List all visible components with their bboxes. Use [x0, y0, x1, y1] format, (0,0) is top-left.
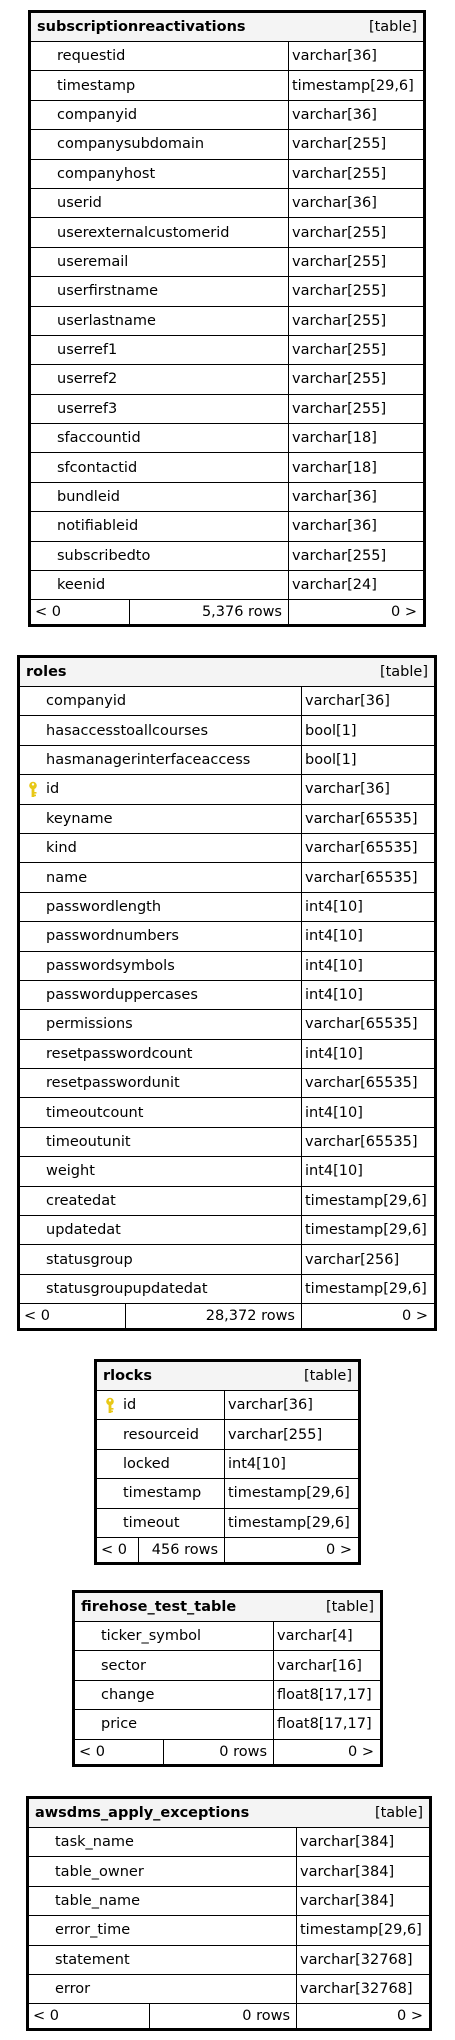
column-row[interactable]: [75, 1622, 380, 1651]
column-name: id: [123, 1397, 137, 1414]
column-row[interactable]: [29, 1916, 429, 1945]
table-title: firehose_test_table: [81, 1599, 237, 1615]
column-row[interactable]: [20, 834, 434, 863]
column-name: permissions: [46, 1016, 133, 1033]
column-name-cell: [31, 189, 289, 217]
column-row[interactable]: [31, 365, 423, 394]
column-name: resourceid: [123, 1426, 199, 1443]
column-name-cell: [31, 512, 289, 540]
prev-page-button[interactable]: < 0: [75, 1740, 164, 1764]
column-name-cell: [31, 218, 289, 246]
column-name: resetpasswordunit: [46, 1075, 180, 1092]
column-name: name: [46, 869, 88, 886]
next-page-button[interactable]: 0 >: [402, 1308, 428, 1325]
prev-page-button[interactable]: < 0: [97, 1538, 139, 1562]
column-name: userfirstname: [57, 283, 159, 300]
column-row[interactable]: [31, 512, 423, 541]
column-type: int4[10]: [305, 1163, 363, 1180]
column-name: notifiableid: [57, 518, 139, 535]
column-row[interactable]: [31, 71, 423, 100]
column-name-cell: [31, 336, 289, 364]
column-name-cell: [75, 1681, 274, 1709]
column-name: timeout: [123, 1514, 180, 1531]
column-name: statusgroup: [46, 1251, 133, 1268]
column-row[interactable]: [20, 863, 434, 892]
next-page-button[interactable]: 0 >: [391, 604, 417, 621]
column-name-cell: [31, 130, 289, 158]
column-row[interactable]: [31, 42, 423, 71]
table-footer: [75, 1740, 380, 1764]
column-type: int4[10]: [305, 987, 363, 1004]
column-type: timestamp[29,6]: [305, 1192, 427, 1209]
column-type: varchar[65535]: [305, 1016, 418, 1033]
column-name-cell: [31, 248, 289, 276]
column-type: bool[1]: [305, 722, 357, 739]
column-name-cell: [20, 1040, 302, 1068]
column-row[interactable]: [20, 1187, 434, 1216]
row-count: 5,376 rows: [130, 600, 289, 624]
column-type: varchar[65535]: [305, 840, 418, 857]
column-row[interactable]: [29, 1946, 429, 1975]
column-name: table_name: [55, 1892, 141, 1909]
column-name: userref1: [57, 342, 118, 359]
column-name-cell: [29, 1828, 297, 1856]
column-type: varchar[32768]: [300, 1951, 413, 1968]
column-type: varchar[255]: [292, 283, 387, 300]
column-type: varchar[36]: [292, 195, 377, 212]
column-name: resetpasswordcount: [46, 1045, 193, 1062]
column-name: table_owner: [55, 1863, 144, 1880]
column-row[interactable]: [20, 1069, 434, 1098]
column-name-cell: [97, 1420, 225, 1448]
column-name-cell: [20, 893, 302, 921]
column-name: createdat: [46, 1192, 116, 1209]
column-name-cell: [31, 101, 289, 129]
column-type: int4[10]: [228, 1455, 286, 1472]
column-type: varchar[65535]: [305, 1134, 418, 1151]
column-name: updatedat: [46, 1222, 121, 1239]
column-row[interactable]: [20, 746, 434, 775]
column-type: varchar[36]: [292, 518, 377, 535]
column-row[interactable]: [31, 336, 423, 365]
column-type: timestamp[29,6]: [305, 1222, 427, 1239]
prev-page-button[interactable]: < 0: [20, 1304, 126, 1328]
column-name: keyname: [46, 810, 113, 827]
column-type: varchar[16]: [277, 1657, 362, 1674]
column-name-cell: [20, 746, 302, 774]
column-name: userlastname: [57, 312, 156, 329]
table-title: rlocks: [103, 1368, 152, 1384]
next-page-button[interactable]: 0 >: [397, 2008, 423, 2025]
column-row[interactable]: [31, 160, 423, 189]
column-name-cell: [75, 1710, 274, 1738]
column-name-cell: [20, 805, 302, 833]
table-header: [97, 1362, 358, 1391]
next-page-button[interactable]: 0 >: [348, 1743, 374, 1760]
column-row[interactable]: [20, 805, 434, 834]
column-name-cell: [31, 453, 289, 481]
column-type: varchar[255]: [292, 400, 387, 417]
table-header: [31, 13, 423, 42]
column-type: varchar[36]: [292, 48, 377, 65]
column-type: varchar[24]: [292, 577, 377, 594]
row-count: 0 rows: [150, 2004, 297, 2028]
row-count: 456 rows: [139, 1538, 225, 1562]
column-name-cell: [20, 863, 302, 891]
primary-key-icon: [27, 781, 39, 798]
prev-page-button[interactable]: < 0: [31, 600, 130, 624]
column-row[interactable]: [97, 1420, 358, 1449]
column-name-cell: [20, 1010, 302, 1038]
table-header: [20, 658, 434, 687]
row-count: 0 rows: [164, 1740, 274, 1764]
table-awsdms-apply-exceptions[interactable]: [26, 1796, 432, 2031]
column-name: task_name: [55, 1834, 134, 1851]
column-name: timestamp: [57, 77, 136, 94]
column-type: varchar[36]: [292, 106, 377, 123]
column-row[interactable]: [20, 1275, 434, 1304]
column-type: varchar[255]: [292, 312, 387, 329]
column-name-cell: [20, 1128, 302, 1156]
column-row[interactable]: [97, 1450, 358, 1479]
column-name: sfcontactid: [57, 459, 138, 476]
column-type: varchar[255]: [292, 342, 387, 359]
column-row[interactable]: [31, 130, 423, 159]
column-name: requestid: [57, 48, 126, 65]
table-footer: [97, 1538, 358, 1562]
column-row[interactable]: [97, 1509, 358, 1538]
column-row[interactable]: [20, 1216, 434, 1245]
column-type: varchar[36]: [292, 489, 377, 506]
column-row[interactable]: [20, 893, 434, 922]
column-name: userid: [57, 195, 102, 212]
table-footer: [29, 2004, 429, 2028]
column-row[interactable]: [20, 1245, 434, 1274]
column-name-cell: [31, 365, 289, 393]
next-page-button[interactable]: 0 >: [326, 1541, 352, 1558]
column-name-cell: [20, 1216, 302, 1244]
column-row[interactable]: [20, 1098, 434, 1127]
column-name: kind: [46, 840, 77, 857]
column-name-cell: [97, 1450, 225, 1478]
column-type: varchar[36]: [228, 1397, 313, 1414]
column-name: passwordnumbers: [46, 928, 179, 945]
column-row[interactable]: [31, 277, 423, 306]
column-name: timestamp: [123, 1485, 202, 1502]
column-row[interactable]: [20, 1010, 434, 1039]
table-title: awsdms_apply_exceptions: [35, 1805, 250, 1821]
column-name: error_time: [55, 1922, 131, 1939]
column-row[interactable]: [31, 542, 423, 571]
column-name-cell: [31, 277, 289, 305]
column-type: varchar[65535]: [305, 869, 418, 886]
column-type: int4[10]: [305, 898, 363, 915]
column-name-cell: [31, 71, 289, 99]
column-name-cell: [20, 834, 302, 862]
column-name-cell: [20, 775, 302, 803]
column-name: userref3: [57, 400, 118, 417]
table-kind-label: [table]: [368, 19, 417, 35]
column-name-cell: [29, 1916, 297, 1944]
column-row[interactable]: [31, 307, 423, 336]
column-type: varchar[255]: [228, 1426, 323, 1443]
column-row[interactable]: [31, 571, 423, 600]
column-name-cell: [29, 1857, 297, 1885]
column-type: varchar[255]: [292, 136, 387, 153]
column-name-cell: [29, 1946, 297, 1974]
column-type: varchar[384]: [300, 1892, 395, 1909]
column-row[interactable]: [29, 1887, 429, 1916]
column-name-cell: [75, 1651, 274, 1679]
column-row[interactable]: [97, 1391, 358, 1420]
column-name-cell: [20, 981, 302, 1009]
column-name: hasmanagerinterfaceaccess: [46, 751, 251, 768]
column-name-cell: [20, 1275, 302, 1303]
table-kind-label: [table]: [379, 664, 428, 680]
column-name-cell: [20, 1157, 302, 1185]
column-name-cell: [20, 952, 302, 980]
column-type: bool[1]: [305, 751, 357, 768]
column-name-cell: [31, 542, 289, 570]
column-row[interactable]: [31, 424, 423, 453]
column-name: timeoutunit: [46, 1134, 131, 1151]
column-type: timestamp[29,6]: [292, 77, 414, 94]
column-row[interactable]: [31, 189, 423, 218]
column-type: timestamp[29,6]: [300, 1922, 422, 1939]
column-type: varchar[255]: [292, 547, 387, 564]
column-name-cell: [29, 1975, 297, 2003]
table-header: [75, 1593, 380, 1622]
column-name-cell: [97, 1509, 225, 1537]
table-subscriptionreactivations[interactable]: [28, 10, 426, 627]
column-name-cell: [20, 1245, 302, 1273]
table-rlocks[interactable]: [94, 1359, 361, 1565]
column-type: varchar[36]: [305, 693, 390, 710]
column-name-cell: [97, 1479, 225, 1507]
column-name: bundleid: [57, 489, 120, 506]
column-name: sector: [101, 1657, 146, 1674]
table-kind-label: [table]: [325, 1599, 374, 1615]
column-row[interactable]: [20, 922, 434, 951]
column-type: varchar[256]: [305, 1251, 400, 1268]
table-footer: [31, 600, 423, 624]
column-name: hasaccesstoallcourses: [46, 722, 209, 739]
row-count: 28,372 rows: [126, 1304, 302, 1328]
column-name: subscribedto: [57, 547, 151, 564]
column-type: int4[10]: [305, 928, 363, 945]
column-type: timestamp[29,6]: [228, 1514, 350, 1531]
column-name: sfaccountid: [57, 430, 141, 447]
table-kind-label: [table]: [303, 1368, 352, 1384]
column-name: passwordsymbols: [46, 957, 175, 974]
column-row[interactable]: [20, 1040, 434, 1069]
column-type: int4[10]: [305, 957, 363, 974]
column-name: companyid: [46, 693, 127, 710]
column-name: change: [101, 1686, 155, 1703]
column-name: keenid: [57, 577, 106, 594]
column-name-cell: [20, 716, 302, 744]
column-name: userref2: [57, 371, 118, 388]
column-row[interactable]: [20, 775, 434, 804]
column-row[interactable]: [31, 395, 423, 424]
column-row[interactable]: [20, 1128, 434, 1157]
primary-key-icon: [104, 1397, 116, 1414]
column-type: varchar[255]: [292, 371, 387, 388]
column-row[interactable]: [20, 952, 434, 981]
column-row[interactable]: [31, 248, 423, 277]
column-type: varchar[65535]: [305, 810, 418, 827]
column-name-cell: [31, 42, 289, 70]
column-row[interactable]: [75, 1651, 380, 1680]
column-row[interactable]: [20, 687, 434, 716]
table-title: subscriptionreactivations: [37, 19, 246, 35]
column-name-cell: [29, 1887, 297, 1915]
column-name-cell: [97, 1391, 225, 1419]
column-name: companyid: [57, 106, 138, 123]
column-type: int4[10]: [305, 1104, 363, 1121]
column-type: float8[17,17]: [277, 1686, 372, 1703]
column-type: varchar[384]: [300, 1863, 395, 1880]
column-name: useremail: [57, 253, 129, 270]
column-name: ticker_symbol: [101, 1628, 202, 1645]
column-name-cell: [20, 1187, 302, 1215]
column-name-cell: [20, 922, 302, 950]
column-name-cell: [31, 160, 289, 188]
column-type: varchar[384]: [300, 1834, 395, 1851]
column-type: varchar[255]: [292, 253, 387, 270]
column-type: float8[17,17]: [277, 1716, 372, 1733]
column-name: companyhost: [57, 165, 156, 182]
column-row[interactable]: [29, 1828, 429, 1857]
column-row[interactable]: [31, 453, 423, 482]
column-row[interactable]: [31, 101, 423, 130]
column-type: timestamp[29,6]: [305, 1281, 427, 1297]
column-name-cell: [20, 1098, 302, 1126]
column-name: locked: [123, 1455, 170, 1472]
column-row[interactable]: [31, 218, 423, 247]
table-roles[interactable]: [17, 655, 437, 1331]
column-name: userexternalcustomerid: [57, 224, 230, 241]
column-name-cell: [75, 1622, 274, 1650]
column-name: error: [55, 1981, 91, 1998]
column-row[interactable]: [20, 1157, 434, 1186]
column-name-cell: [20, 1069, 302, 1097]
column-type: int4[10]: [305, 1045, 363, 1062]
prev-page-button[interactable]: < 0: [29, 2004, 150, 2028]
column-name: statusgroupupdatedat: [46, 1281, 208, 1297]
column-name: timeoutcount: [46, 1104, 144, 1121]
column-row[interactable]: [75, 1681, 380, 1710]
column-name: price: [101, 1716, 138, 1733]
column-name-cell: [31, 483, 289, 511]
column-name-cell: [20, 687, 302, 715]
column-name: statement: [55, 1951, 130, 1968]
column-name-cell: [31, 424, 289, 452]
column-name-cell: [31, 395, 289, 423]
column-type: varchar[4]: [277, 1628, 353, 1645]
table-title: roles: [26, 664, 67, 680]
column-type: timestamp[29,6]: [228, 1485, 350, 1502]
column-row[interactable]: [20, 716, 434, 745]
column-name-cell: [31, 307, 289, 335]
column-name: weight: [46, 1163, 95, 1180]
column-type: varchar[255]: [292, 165, 387, 182]
column-row[interactable]: [75, 1710, 380, 1739]
column-type: varchar[65535]: [305, 1075, 418, 1092]
column-row[interactable]: [29, 1975, 429, 2004]
column-type: varchar[18]: [292, 459, 377, 476]
table-header: [29, 1799, 429, 1828]
column-type: varchar[255]: [292, 224, 387, 241]
table-kind-label: [table]: [374, 1805, 423, 1821]
column-name: passworduppercases: [46, 987, 198, 1004]
column-name: companysubdomain: [57, 136, 205, 153]
column-name: passwordlength: [46, 898, 162, 915]
column-row[interactable]: [31, 483, 423, 512]
column-type: varchar[18]: [292, 430, 377, 447]
column-name-cell: [31, 571, 289, 599]
column-row[interactable]: [29, 1857, 429, 1886]
table-footer: [20, 1304, 434, 1328]
column-row[interactable]: [20, 981, 434, 1010]
column-name: id: [46, 781, 60, 798]
column-type: varchar[32768]: [300, 1981, 413, 1998]
column-row[interactable]: [97, 1479, 358, 1508]
table-firehose-test-table[interactable]: [72, 1590, 383, 1767]
column-type: varchar[36]: [305, 781, 390, 798]
